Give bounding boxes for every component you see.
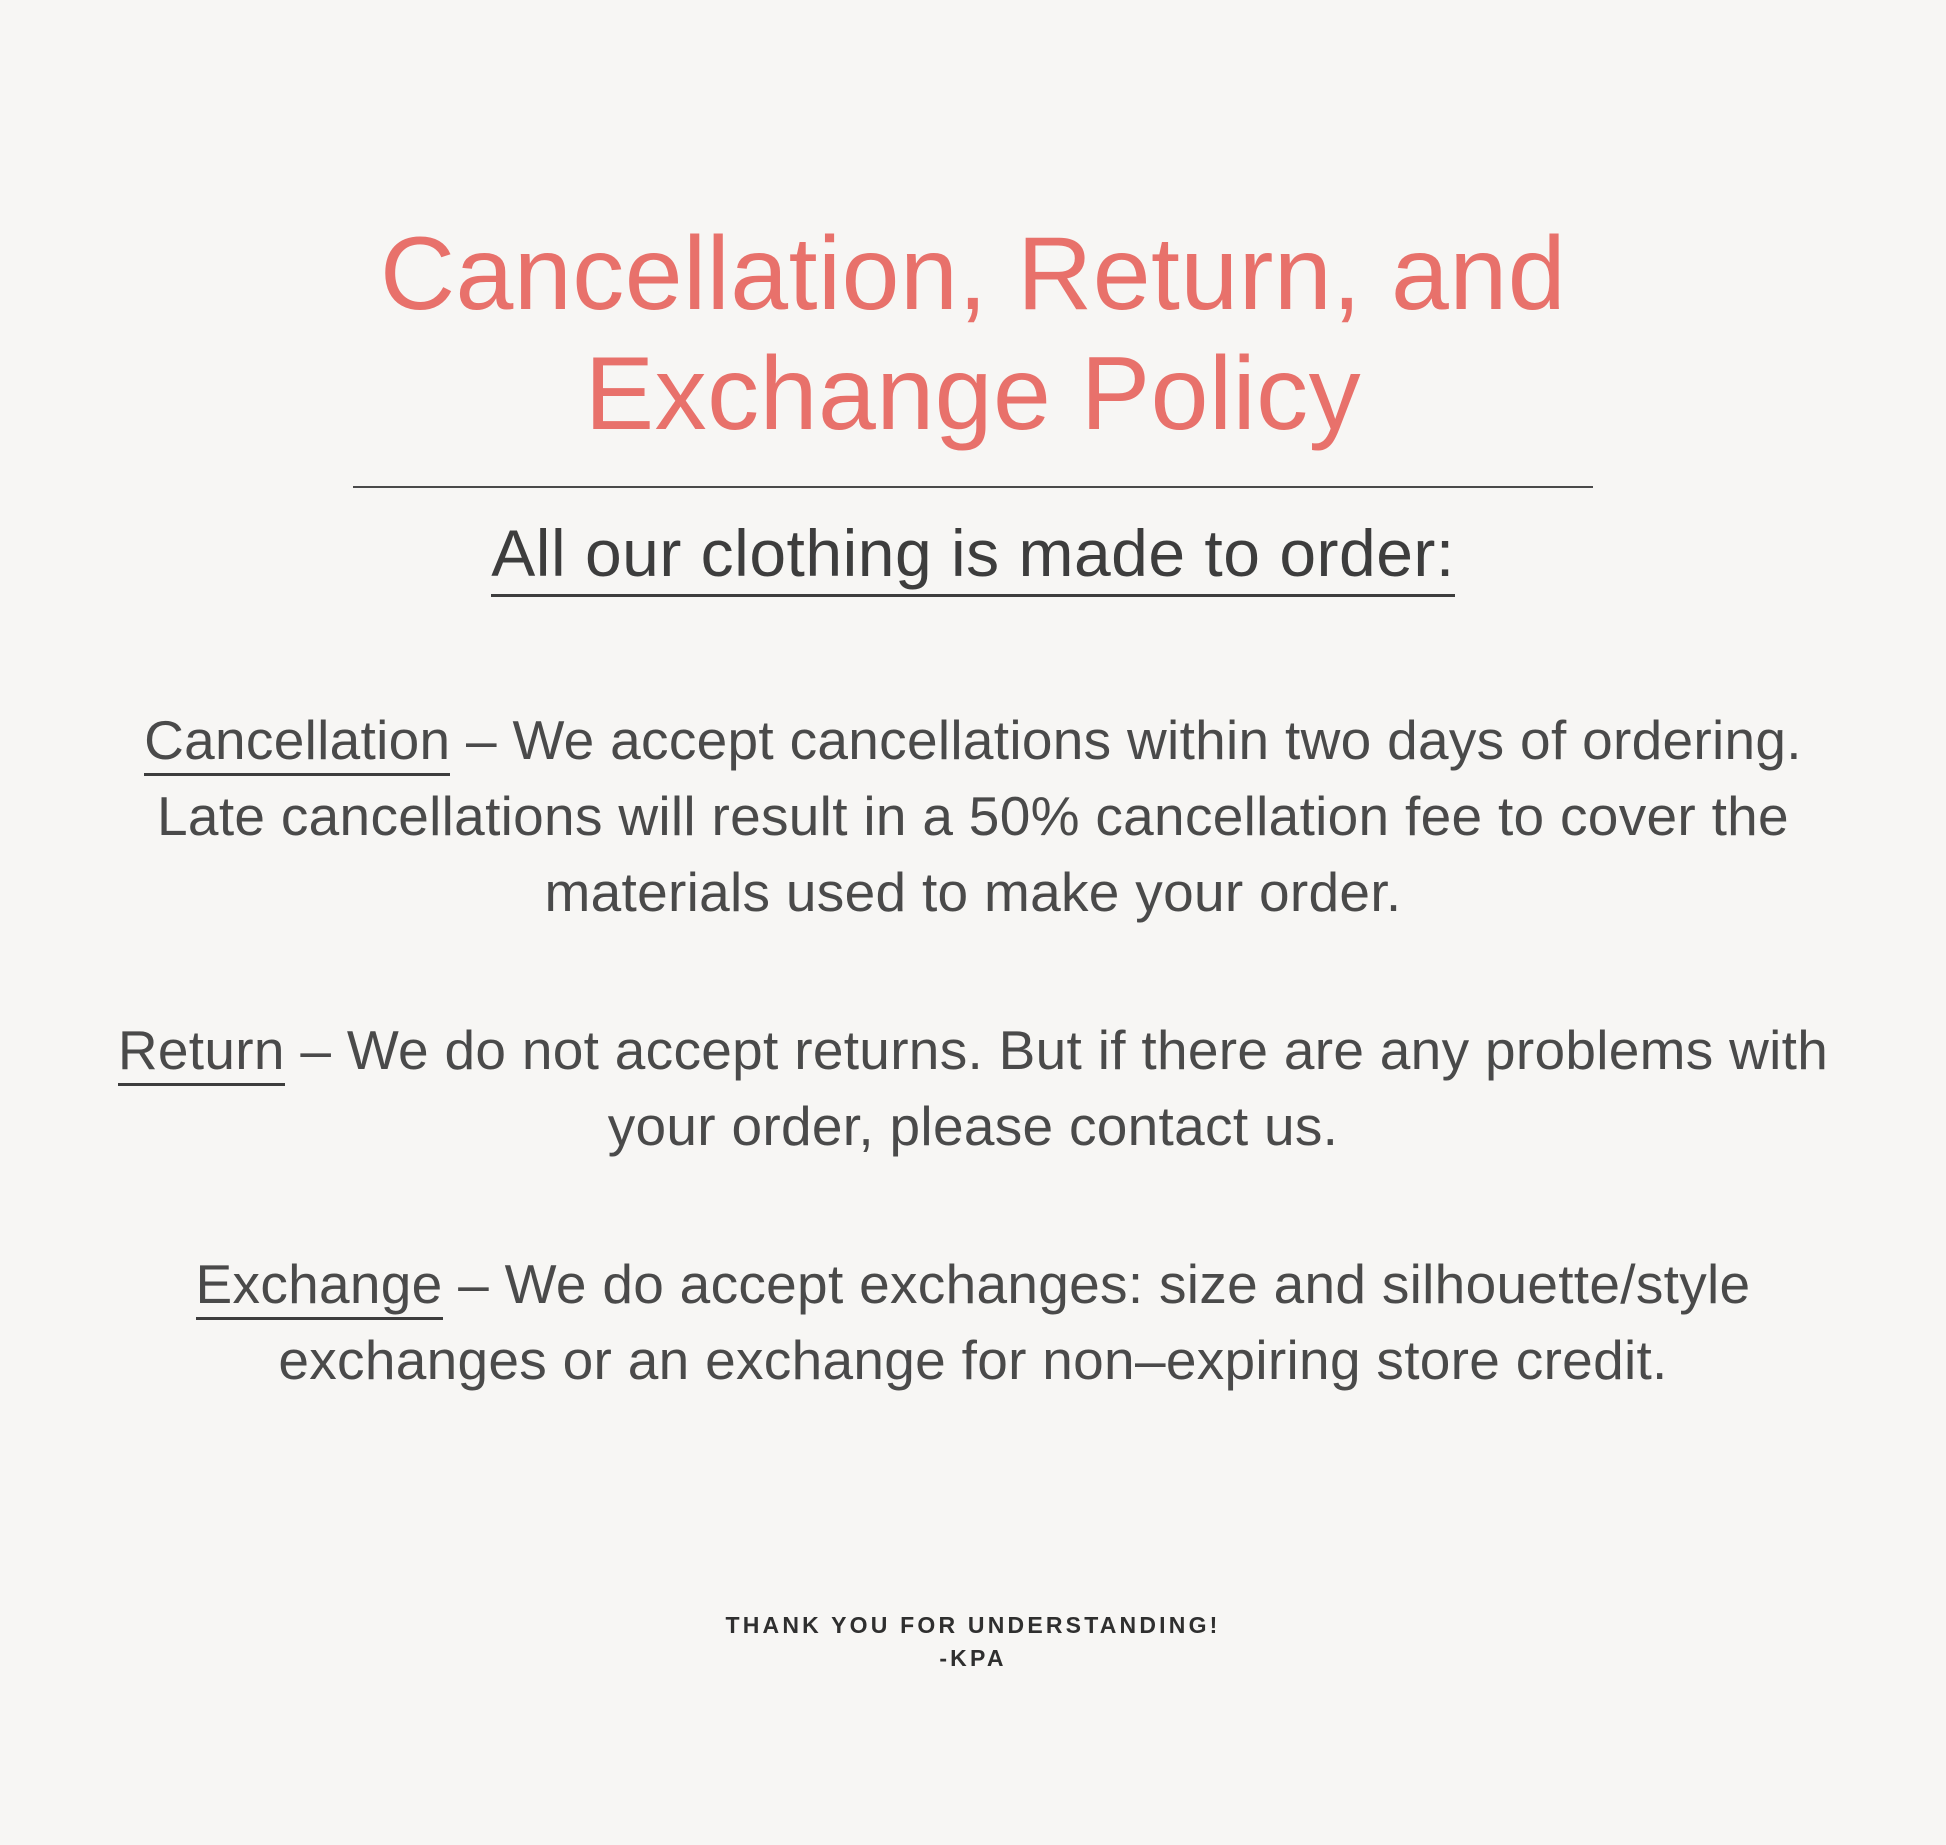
footer (0, 1612, 1946, 1672)
section-term-cancellation: Cancellation (144, 709, 450, 776)
section-cancellation (93, 593, 1853, 931)
section-dash-return: – (284, 1019, 347, 1082)
section-dash-exchange: – (442, 1252, 505, 1315)
section-term-exchange: Exchange (196, 1253, 443, 1320)
section-text-return: We do not accept returns. But if there are any problems with your order, please contact us. (346, 1019, 1829, 1157)
subtitle (0, 488, 1946, 593)
section-dash-cancellation: – (450, 709, 513, 772)
footer-signature: -KPA (939, 1645, 1007, 1671)
section-return (93, 931, 1853, 1165)
page-title: Cancellation, Return, and Exchange Policy (379, 216, 1567, 452)
subtitle-text: All our clothing is made to order: (491, 516, 1454, 597)
section-text-exchange: We do accept exchanges: size and silhouette/style exchanges or an exchange for non–expiring store credit. (278, 1252, 1751, 1391)
section-term-return: Return (118, 1019, 285, 1086)
section-exchange (93, 1165, 1853, 1399)
footer-thank-you: THANK YOU FOR UNDERSTANDING! (725, 1612, 1221, 1638)
section-text-cancellation: We accept cancellations within two days of ordering. Late cancellations will result in a 50% cancellation fee to cover the materials used to make your order. (157, 709, 1802, 924)
